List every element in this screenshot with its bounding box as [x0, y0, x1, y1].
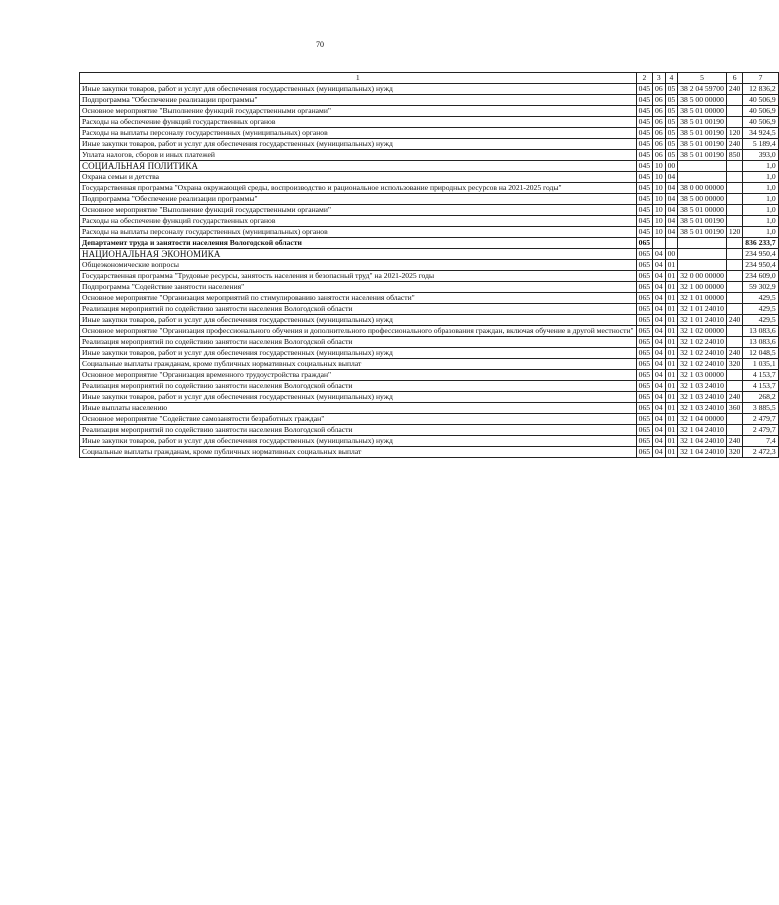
- row-grbs: 065: [636, 348, 652, 359]
- row-subsection: 00: [665, 161, 678, 172]
- row-section: 06: [653, 95, 666, 106]
- table-row: [80, 260, 779, 271]
- row-target-article: 38 5 00 00000: [678, 95, 727, 106]
- row-amount: 393,0: [743, 150, 778, 161]
- row-expense-type: 120: [726, 227, 742, 238]
- row-name: Департамент труда и занятости населения Вологодской области: [80, 238, 637, 249]
- row-target-article: [678, 238, 727, 249]
- row-grbs: 045: [636, 161, 652, 172]
- header-col-5: 5: [678, 73, 727, 84]
- row-subsection: 05: [665, 150, 678, 161]
- row-target-article: 38 5 01 00190: [678, 128, 727, 139]
- row-subsection: 04: [665, 194, 678, 205]
- row-section: 04: [653, 271, 666, 282]
- row-expense-type: [726, 106, 742, 117]
- row-amount: 836 233,7: [743, 238, 778, 249]
- row-target-article: 32 1 02 24010: [678, 337, 727, 348]
- row-amount: 7,4: [743, 436, 778, 447]
- table-row: [80, 315, 779, 326]
- row-expense-type: [726, 95, 742, 106]
- row-name: Иные закупки товаров, работ и услуг для обеспечения государственных (муниципальных) нужд: [80, 139, 637, 150]
- row-subsection: 01: [665, 293, 678, 304]
- row-name: Уплата налогов, сборов и иных платежей: [80, 150, 637, 161]
- row-section: 04: [653, 436, 666, 447]
- row-section: 04: [653, 359, 666, 370]
- row-target-article: 32 1 01 24010: [678, 304, 727, 315]
- row-expense-type: [726, 172, 742, 183]
- row-subsection: [665, 238, 678, 249]
- table-row: [80, 249, 779, 260]
- row-expense-type: [726, 304, 742, 315]
- row-target-article: [678, 161, 727, 172]
- row-expense-type: 360: [726, 403, 742, 414]
- row-section: 10: [653, 172, 666, 183]
- header-col-1: 1: [80, 73, 637, 84]
- row-grbs: 065: [636, 392, 652, 403]
- row-expense-type: 240: [726, 84, 742, 95]
- row-subsection: 01: [665, 447, 678, 458]
- table-row: [80, 172, 779, 183]
- row-section: 10: [653, 194, 666, 205]
- row-target-article: 38 5 01 00190: [678, 139, 727, 150]
- row-target-article: [678, 260, 727, 271]
- row-subsection: 05: [665, 117, 678, 128]
- row-section: 04: [653, 414, 666, 425]
- row-amount: 13 083,6: [743, 326, 778, 337]
- row-section: 04: [653, 282, 666, 293]
- row-expense-type: [726, 161, 742, 172]
- row-target-article: [678, 172, 727, 183]
- row-amount: 12 836,2: [743, 84, 778, 95]
- row-name: Иные закупки товаров, работ и услуг для обеспечения государственных (муниципальных) нужд: [80, 436, 637, 447]
- row-target-article: 32 1 02 24010: [678, 348, 727, 359]
- table-row: [80, 304, 779, 315]
- row-name: Охрана семьи и детства: [80, 172, 637, 183]
- row-name: НАЦИОНАЛЬНАЯ ЭКОНОМИКА: [80, 249, 637, 260]
- row-target-article: 38 5 01 00000: [678, 205, 727, 216]
- row-subsection: 01: [665, 282, 678, 293]
- row-subsection: 05: [665, 139, 678, 150]
- row-name: Основное мероприятие "Организация временного трудоустройства граждан": [80, 370, 637, 381]
- table-row: [80, 436, 779, 447]
- table-row: [80, 282, 779, 293]
- row-expense-type: 320: [726, 447, 742, 458]
- table-row: [80, 95, 779, 106]
- row-subsection: 01: [665, 414, 678, 425]
- row-amount: 1,0: [743, 194, 778, 205]
- row-grbs: 045: [636, 183, 652, 194]
- table-row: [80, 326, 779, 337]
- row-amount: 12 048,5: [743, 348, 778, 359]
- row-target-article: 38 5 01 00190: [678, 117, 727, 128]
- row-amount: 34 924,5: [743, 128, 778, 139]
- row-amount: 40 506,9: [743, 95, 778, 106]
- row-amount: 1,0: [743, 205, 778, 216]
- row-section: 04: [653, 337, 666, 348]
- row-section: 06: [653, 128, 666, 139]
- row-section: 04: [653, 425, 666, 436]
- row-amount: 1,0: [743, 216, 778, 227]
- table-row: [80, 348, 779, 359]
- row-expense-type: 240: [726, 348, 742, 359]
- row-expense-type: [726, 260, 742, 271]
- row-expense-type: 240: [726, 315, 742, 326]
- table-row: [80, 392, 779, 403]
- row-subsection: 01: [665, 403, 678, 414]
- row-subsection: 05: [665, 106, 678, 117]
- row-name: Основное мероприятие "Выполнение функций государственными органами": [80, 205, 637, 216]
- row-expense-type: 240: [726, 436, 742, 447]
- row-name: Расходы на обеспечение функций государственных органов: [80, 216, 637, 227]
- row-name: Основное мероприятие "Организация мероприятий по стимулированию занятости населения области": [80, 293, 637, 304]
- row-subsection: 01: [665, 260, 678, 271]
- row-section: 04: [653, 304, 666, 315]
- table-row: [80, 271, 779, 282]
- table-row: [80, 238, 779, 249]
- row-section: 04: [653, 348, 666, 359]
- table-row: [80, 403, 779, 414]
- row-amount: 2 479,7: [743, 414, 778, 425]
- row-grbs: 045: [636, 150, 652, 161]
- row-grbs: 045: [636, 84, 652, 95]
- table-row: [80, 381, 779, 392]
- row-grbs: 065: [636, 425, 652, 436]
- row-section: 06: [653, 106, 666, 117]
- table-row: [80, 216, 779, 227]
- row-name: Государственная программа "Трудовые ресурсы, занятость населения и безопасный труд" на 2021-2025 годы: [80, 271, 637, 282]
- row-target-article: 32 1 03 24010: [678, 403, 727, 414]
- row-grbs: 045: [636, 139, 652, 150]
- row-name: Иные закупки товаров, работ и услуг для обеспечения государственных (муниципальных) нужд: [80, 348, 637, 359]
- row-name: СОЦИАЛЬНАЯ ПОЛИТИКА: [80, 161, 637, 172]
- row-target-article: 32 1 01 00000: [678, 293, 727, 304]
- row-section: 10: [653, 227, 666, 238]
- row-subsection: 04: [665, 227, 678, 238]
- row-expense-type: [726, 414, 742, 425]
- row-subsection: 01: [665, 348, 678, 359]
- table-row: [80, 359, 779, 370]
- table-row: [80, 194, 779, 205]
- row-expense-type: [726, 117, 742, 128]
- table-row: [80, 425, 779, 436]
- row-expense-type: [726, 370, 742, 381]
- row-target-article: 32 1 04 24010: [678, 447, 727, 458]
- row-amount: 2 472,3: [743, 447, 778, 458]
- row-section: 04: [653, 447, 666, 458]
- table-row: [80, 370, 779, 381]
- row-subsection: 04: [665, 172, 678, 183]
- row-subsection: 05: [665, 84, 678, 95]
- row-section: 04: [653, 381, 666, 392]
- row-section: 06: [653, 84, 666, 95]
- row-subsection: 01: [665, 381, 678, 392]
- row-target-article: 32 1 00 00000: [678, 282, 727, 293]
- row-target-article: 32 1 02 00000: [678, 326, 727, 337]
- row-subsection: 04: [665, 183, 678, 194]
- row-expense-type: [726, 183, 742, 194]
- row-name: Общеэкономические вопросы: [80, 260, 637, 271]
- row-expense-type: 240: [726, 139, 742, 150]
- row-grbs: 065: [636, 337, 652, 348]
- row-name: Иные закупки товаров, работ и услуг для обеспечения государственных (муниципальных) нужд: [80, 84, 637, 95]
- row-amount: 234 609,0: [743, 271, 778, 282]
- row-section: 04: [653, 370, 666, 381]
- row-name: Социальные выплаты гражданам, кроме публичных нормативных социальных выплат: [80, 359, 637, 370]
- row-amount: 1,0: [743, 183, 778, 194]
- row-amount: 429,5: [743, 304, 778, 315]
- table-row: [80, 205, 779, 216]
- row-expense-type: [726, 425, 742, 436]
- row-amount: 13 083,6: [743, 337, 778, 348]
- row-expense-type: [726, 194, 742, 205]
- header-col-2: 2: [636, 73, 652, 84]
- row-target-article: 38 0 00 00000: [678, 183, 727, 194]
- row-name: Реализация мероприятий по содействию занятости населения Вологодской области: [80, 337, 637, 348]
- row-amount: 1,0: [743, 172, 778, 183]
- row-section: 04: [653, 326, 666, 337]
- row-grbs: 065: [636, 260, 652, 271]
- row-grbs: 045: [636, 117, 652, 128]
- row-grbs: 065: [636, 436, 652, 447]
- table-row: [80, 117, 779, 128]
- page-number: 70: [316, 40, 324, 49]
- table-row: [80, 128, 779, 139]
- row-name: Реализация мероприятий по содействию занятости населения Вологодской области: [80, 304, 637, 315]
- row-amount: 4 153,7: [743, 381, 778, 392]
- row-target-article: 32 1 03 24010: [678, 392, 727, 403]
- row-target-article: 38 2 04 59700: [678, 84, 727, 95]
- table-row: [80, 84, 779, 95]
- row-amount: 268,2: [743, 392, 778, 403]
- row-grbs: 065: [636, 326, 652, 337]
- table-row: [80, 150, 779, 161]
- row-target-article: 32 1 04 00000: [678, 414, 727, 425]
- row-section: 04: [653, 403, 666, 414]
- row-expense-type: 240: [726, 392, 742, 403]
- row-amount: 429,5: [743, 293, 778, 304]
- row-amount: 1,0: [743, 227, 778, 238]
- row-grbs: 065: [636, 370, 652, 381]
- row-grbs: 045: [636, 227, 652, 238]
- row-grbs: 045: [636, 172, 652, 183]
- row-name: Государственная программа "Охрана окружающей среды, воспроизводство и рациональное использование природных ресурсов на 2021-2025 годы": [80, 183, 637, 194]
- row-expense-type: [726, 381, 742, 392]
- row-expense-type: [726, 249, 742, 260]
- table-body: [80, 84, 779, 458]
- row-section: 10: [653, 161, 666, 172]
- row-name: Основное мероприятие "Содействие самозанятости безработных граждан": [80, 414, 637, 425]
- row-amount: 40 506,9: [743, 106, 778, 117]
- header-col-3: 3: [653, 73, 666, 84]
- row-amount: 4 153,7: [743, 370, 778, 381]
- row-subsection: 01: [665, 436, 678, 447]
- row-target-article: 38 5 01 00000: [678, 106, 727, 117]
- row-section: 04: [653, 315, 666, 326]
- row-amount: 234 950,4: [743, 249, 778, 260]
- header-col-7: 7: [743, 73, 778, 84]
- row-subsection: 04: [665, 205, 678, 216]
- row-amount: 429,5: [743, 315, 778, 326]
- table-header-row: [80, 73, 779, 84]
- row-amount: 1 035,1: [743, 359, 778, 370]
- table-row: [80, 293, 779, 304]
- row-section: 06: [653, 117, 666, 128]
- row-section: 04: [653, 293, 666, 304]
- row-subsection: 01: [665, 370, 678, 381]
- row-grbs: 065: [636, 447, 652, 458]
- row-subsection: 01: [665, 337, 678, 348]
- row-amount: 234 950,4: [743, 260, 778, 271]
- row-name: Социальные выплаты гражданам, кроме публичных нормативных социальных выплат: [80, 447, 637, 458]
- row-grbs: 065: [636, 293, 652, 304]
- table-row: [80, 139, 779, 150]
- row-amount: 1,0: [743, 161, 778, 172]
- row-grbs: 065: [636, 304, 652, 315]
- row-grbs: 065: [636, 238, 652, 249]
- row-section: 04: [653, 260, 666, 271]
- row-target-article: 38 5 01 00190: [678, 216, 727, 227]
- row-name: Расходы на выплаты персоналу государственных (муниципальных) органов: [80, 227, 637, 238]
- row-subsection: 01: [665, 359, 678, 370]
- row-grbs: 045: [636, 106, 652, 117]
- row-expense-type: [726, 238, 742, 249]
- header-col-4: 4: [665, 73, 678, 84]
- row-subsection: 01: [665, 425, 678, 436]
- row-name: Подпрограмма "Содействие занятости населения": [80, 282, 637, 293]
- row-expense-type: [726, 216, 742, 227]
- row-name: Реализация мероприятий по содействию занятости населения Вологодской области: [80, 381, 637, 392]
- row-section: 06: [653, 139, 666, 150]
- row-grbs: 045: [636, 205, 652, 216]
- row-target-article: 32 1 04 24010: [678, 425, 727, 436]
- row-target-article: 32 1 04 24010: [678, 436, 727, 447]
- row-target-article: 38 5 01 00190: [678, 150, 727, 161]
- row-grbs: 065: [636, 249, 652, 260]
- row-name: Основное мероприятие "Выполнение функций государственными органами": [80, 106, 637, 117]
- row-amount: 2 479,7: [743, 425, 778, 436]
- row-name: Расходы на обеспечение функций государственных органов: [80, 117, 637, 128]
- row-subsection: 04: [665, 216, 678, 227]
- row-grbs: 045: [636, 216, 652, 227]
- row-expense-type: [726, 326, 742, 337]
- row-target-article: 32 1 03 24010: [678, 381, 727, 392]
- row-expense-type: [726, 293, 742, 304]
- row-section: 06: [653, 150, 666, 161]
- table-row: [80, 106, 779, 117]
- row-name: Подпрограмма "Обеспечение реализации программы": [80, 194, 637, 205]
- row-grbs: 045: [636, 95, 652, 106]
- row-grbs: 065: [636, 271, 652, 282]
- row-expense-type: 120: [726, 128, 742, 139]
- row-expense-type: [726, 282, 742, 293]
- row-section: 10: [653, 183, 666, 194]
- row-name: Подпрограмма "Обеспечение реализации программы": [80, 95, 637, 106]
- row-section: 04: [653, 392, 666, 403]
- row-name: Иные выплаты населению: [80, 403, 637, 414]
- row-subsection: 01: [665, 326, 678, 337]
- row-target-article: 38 5 01 00190: [678, 227, 727, 238]
- row-grbs: 065: [636, 282, 652, 293]
- row-subsection: 05: [665, 95, 678, 106]
- row-grbs: 045: [636, 128, 652, 139]
- row-section: 04: [653, 249, 666, 260]
- row-target-article: [678, 249, 727, 260]
- row-expense-type: 850: [726, 150, 742, 161]
- header-col-6: 6: [726, 73, 742, 84]
- row-target-article: 32 1 03 00000: [678, 370, 727, 381]
- row-grbs: 065: [636, 381, 652, 392]
- row-name: Основное мероприятие "Организация профессионального обучения и дополнительного профессионального образования граждан, включая обучение в другой местности": [80, 326, 637, 337]
- row-grbs: 065: [636, 403, 652, 414]
- table-row: [80, 161, 779, 172]
- row-grbs: 065: [636, 359, 652, 370]
- row-expense-type: 320: [726, 359, 742, 370]
- row-target-article: 32 1 02 24010: [678, 359, 727, 370]
- row-subsection: 01: [665, 315, 678, 326]
- row-amount: 40 506,9: [743, 117, 778, 128]
- row-expense-type: [726, 271, 742, 282]
- row-section: 10: [653, 205, 666, 216]
- row-grbs: 065: [636, 315, 652, 326]
- row-subsection: 01: [665, 271, 678, 282]
- row-expense-type: [726, 205, 742, 216]
- row-section: [653, 238, 666, 249]
- row-subsection: 00: [665, 249, 678, 260]
- row-name: Иные закупки товаров, работ и услуг для обеспечения государственных (муниципальных) нужд: [80, 315, 637, 326]
- table-row: [80, 414, 779, 425]
- row-name: Реализация мероприятий по содействию занятости населения Вологодской области: [80, 425, 637, 436]
- row-amount: 3 885,5: [743, 403, 778, 414]
- row-amount: 5 189,4: [743, 139, 778, 150]
- row-expense-type: [726, 337, 742, 348]
- row-name: Расходы на выплаты персоналу государственных (муниципальных) органов: [80, 128, 637, 139]
- table-row: [80, 183, 779, 194]
- budget-table: [79, 72, 779, 458]
- row-target-article: 38 5 00 00000: [678, 194, 727, 205]
- row-amount: 59 302,9: [743, 282, 778, 293]
- row-grbs: 065: [636, 414, 652, 425]
- row-subsection: 01: [665, 392, 678, 403]
- row-subsection: 01: [665, 304, 678, 315]
- row-subsection: 05: [665, 128, 678, 139]
- row-grbs: 045: [636, 194, 652, 205]
- row-target-article: 32 0 00 00000: [678, 271, 727, 282]
- table-row: [80, 337, 779, 348]
- row-name: Иные закупки товаров, работ и услуг для обеспечения государственных (муниципальных) нужд: [80, 392, 637, 403]
- row-section: 10: [653, 216, 666, 227]
- table-row: [80, 447, 779, 458]
- row-target-article: 32 1 01 24010: [678, 315, 727, 326]
- table-row: [80, 227, 779, 238]
